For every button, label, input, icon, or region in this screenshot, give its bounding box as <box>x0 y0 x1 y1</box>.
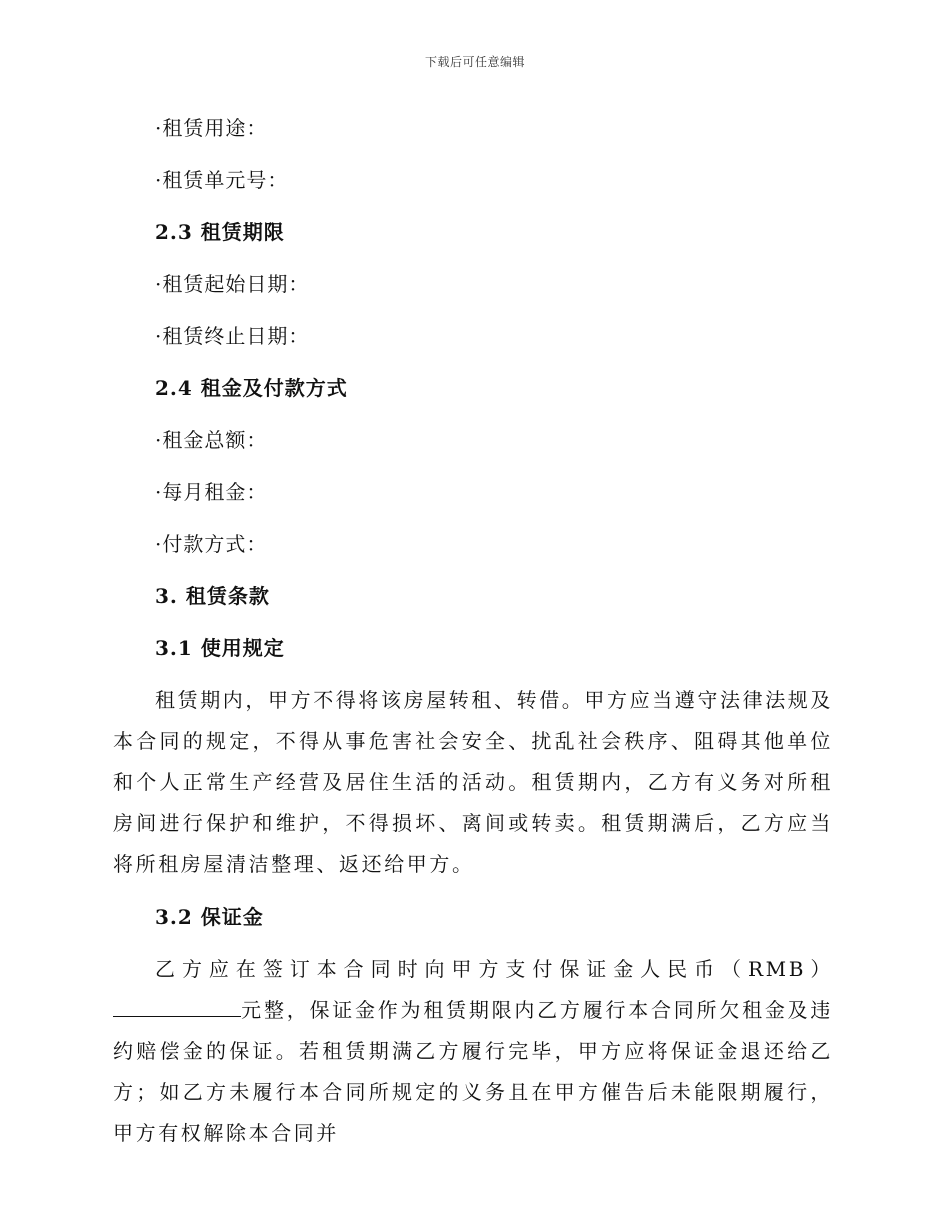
heading-2-4-rent-payment: 2.4 租金及付款方式 <box>155 376 348 400</box>
heading-3-lease-terms: 3. 租赁条款 <box>155 584 270 608</box>
heading-3-1-usage-rules: 3.1 使用规定 <box>155 636 285 660</box>
item-payment-method: ·付款方式： <box>155 532 268 556</box>
item-lease-unit-number: ·租赁单元号： <box>155 168 289 192</box>
heading-3-2-deposit: 3.2 保证金 <box>155 905 264 929</box>
item-lease-start-date: ·租赁起始日期： <box>155 272 310 296</box>
heading-2-3-lease-term: 2.3 租赁期限 <box>155 220 285 244</box>
paragraph-3-2 <box>113 949 833 1159</box>
item-monthly-rent: ·每月租金： <box>155 480 268 504</box>
item-lease-end-date: ·租赁终止日期： <box>155 324 310 348</box>
deposit-amount-blank <box>113 998 241 1017</box>
document-body <box>113 108 833 1159</box>
item-lease-usage: ·租赁用途： <box>155 116 268 140</box>
item-total-rent: ·租金总额： <box>155 428 268 452</box>
page-header-note: 下载后可任意编辑 <box>424 55 525 69</box>
paragraph-3-2-lead: 乙方应在签订本合同时向甲方支付保证金人民币（RMB） <box>155 957 833 981</box>
paragraph-3-2-rest: 元整，保证金作为租赁期限内乙方履行本合同所欠租金及违约赔偿金的保证。若租赁期满乙方履行完毕，甲方应将保证金退还给乙方；如乙方未履行本合同所规定的义务且在甲方催告后未能限期履行，甲方有权解除本合同并 <box>113 998 833 1145</box>
paragraph-3-1: 租赁期内，甲方不得将该房屋转租、转借。甲方应当遵守法律法规及本合同的规定，不得从事危害社会安全、扰乱社会秩序、阻碍其他单位和个人正常生产经营及居住生活的活动。租赁期内，乙方有义务对所租房间进行保护和维护，不得损坏、离间或转卖。租赁期满后，乙方应当将所租房屋清洁整理、返还给甲方。 <box>113 688 833 876</box>
